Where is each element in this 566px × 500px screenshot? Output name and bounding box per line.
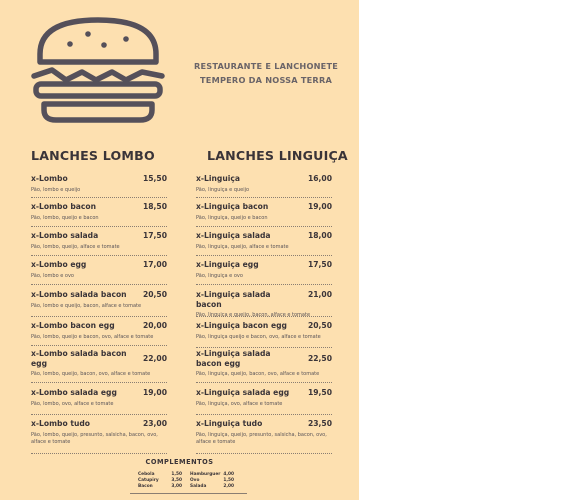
complemento-price: 4,00 [223, 472, 234, 477]
complemento-row [190, 484, 234, 490]
item-description: Pão, linguiça, queijo, alface e tomate [196, 243, 289, 250]
menu-item [31, 419, 167, 454]
menu-item [196, 202, 332, 227]
item-price: 18,50 [142, 202, 167, 211]
menu-item [196, 174, 332, 198]
restaurant-line-2: TEMPERO DA NOSSA TERRA [200, 75, 332, 85]
item-price: 17,50 [142, 231, 167, 240]
menu-item [196, 388, 332, 415]
item-name: x-Lombo salada bacon egg [31, 349, 127, 368]
menu-item [196, 321, 332, 348]
item-price: 19,50 [307, 388, 332, 397]
item-name: x-Linguiça tudo [196, 419, 263, 428]
item-name: x-Linguiça bacon egg [196, 321, 287, 330]
complementos-left [138, 472, 182, 490]
menu-item [196, 260, 332, 285]
item-price: 17,50 [307, 260, 332, 269]
menu-item [31, 202, 167, 227]
complemento-name: Cebola [138, 472, 155, 477]
item-price: 21,00 [307, 290, 332, 299]
item-description: Pão, lombo, queijo, alface e tomate [31, 243, 120, 250]
item-description: Pão, lombo, queijo, presunto, salsicha, bacon, ovo, alface e tomate [31, 431, 158, 445]
complemento-row [138, 484, 182, 490]
item-name: x-Lombo salada bacon [31, 290, 127, 299]
item-name: x-Lombo salada [31, 231, 99, 240]
item-price: 19,00 [142, 388, 167, 397]
item-description: Pão, lombo, queijo e bacon, ovo, alface e tomate [31, 333, 154, 340]
item-price: 23,50 [307, 419, 332, 428]
item-price: 22,50 [307, 354, 332, 363]
menu-item [196, 349, 332, 383]
item-price: 20,50 [307, 321, 332, 330]
item-description: Pão, linguiça e queijo, bacon, alface e tomate [196, 312, 311, 318]
item-price: 17,00 [142, 260, 167, 269]
item-price: 16,00 [307, 174, 332, 183]
menu-item [31, 388, 167, 415]
item-description: Pão, linguiça queijo e bacon, ovo, alface e tomate [196, 333, 321, 340]
item-price: 20,00 [142, 321, 167, 330]
menu-item [31, 231, 167, 256]
item-description: Pão, lombo e queijo, bacon, alface e tomate [31, 302, 142, 309]
restaurant-line-1: RESTAURANTE E LANCHONETE [193, 61, 339, 71]
complemento-price: 3,00 [171, 484, 182, 489]
item-description: Pão, linguiça, ovo, alface e tomate [196, 400, 283, 407]
burger-icon [30, 14, 166, 126]
item-name: x-Lombo bacon [31, 202, 96, 211]
complemento-name: Hamburguer [190, 472, 221, 477]
complemento-name: Bacon [138, 484, 153, 489]
section-title-linguica: LANCHES LINGUIÇA [207, 148, 348, 163]
menu-item [31, 290, 167, 317]
item-description: Pão, linguiça, queijo, bacon, ovo, alface e tomate [196, 371, 320, 377]
item-price: 20,50 [142, 290, 167, 299]
complemento-price: 2,00 [223, 484, 234, 489]
item-description: Pão, linguiça e queijo [196, 186, 250, 193]
item-description: Pão, lombo, queijo, bacon, ovo, alface e tomate [31, 371, 151, 377]
menu-item [196, 419, 332, 454]
menu-item [31, 321, 167, 346]
item-price: 15,50 [142, 174, 167, 183]
item-name: x-Lombo bacon egg [31, 321, 115, 330]
item-description: Pão, lombo e ovo [31, 272, 74, 279]
item-name: x-Linguiça [196, 174, 240, 183]
complemento-name: Catupiry [138, 478, 159, 483]
item-description: Pão, lombo, queijo e bacon [31, 214, 99, 221]
item-name: x-Linguiça salada bacon [196, 290, 271, 309]
menu-item [31, 349, 167, 383]
item-price: 22,00 [142, 354, 167, 363]
item-name: x-Linguiça salada bacon egg [196, 349, 271, 368]
complemento-price: 3,50 [171, 478, 182, 483]
item-name: x-Lombo tudo [31, 419, 91, 428]
restaurant-name [188, 59, 344, 87]
item-description: Pão, linguiça, queijo e bacon [196, 214, 268, 221]
complementos-divider [130, 493, 247, 494]
menu-item [196, 231, 332, 256]
item-price: 19,00 [307, 202, 332, 211]
item-description: Pão, lombo e queijo [31, 186, 81, 193]
item-description: Pão, lombo, ovo, alface e tomate [31, 400, 114, 407]
item-price: 23,00 [142, 419, 167, 428]
item-name: x-Lombo salada egg [31, 388, 117, 397]
complementos-title: COMPLEMENTOS [145, 458, 214, 466]
complementos-right [190, 472, 234, 490]
item-name: x-Linguiça egg [196, 260, 259, 269]
item-description: Pão, linguiça, queijo, presunto, salsicha, bacon, ovo, alface e tomate [196, 431, 327, 445]
item-description: Pão, linguiça e ovo [196, 272, 243, 279]
complemento-price: 1,50 [171, 472, 182, 477]
section-title-lombo: LANCHES LOMBO [31, 148, 155, 163]
item-name: x-Lombo [31, 174, 68, 183]
item-name: x-Linguiça bacon [196, 202, 269, 211]
menu-item [31, 260, 167, 285]
item-price: 18,00 [307, 231, 332, 240]
item-name: x-Linguiça salada egg [196, 388, 290, 397]
menu-item [196, 290, 332, 317]
item-name: x-Linguiça salada [196, 231, 271, 240]
complemento-name: Salada [190, 484, 207, 489]
item-name: x-Lombo egg [31, 260, 87, 269]
complemento-price: 1,50 [223, 478, 234, 483]
menu-item [31, 174, 167, 198]
complemento-name: Ovo [190, 478, 200, 483]
